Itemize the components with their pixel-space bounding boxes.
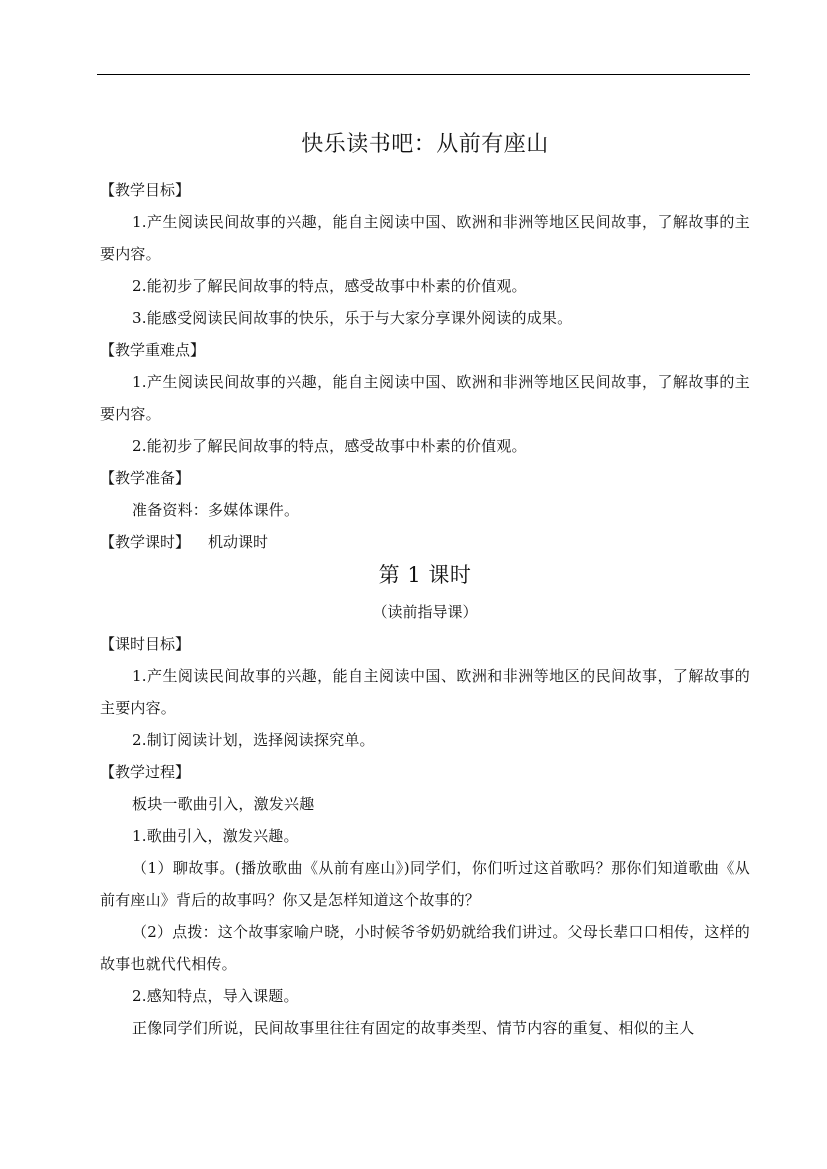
section-hours-line (100, 526, 750, 558)
process-step: 2.感知特点，导入课题。 (132, 987, 299, 1005)
section-heading-preparation: 【教学准备】 (100, 469, 191, 487)
process-paragraph: （1）聊故事。(播放歌曲《从前有座山》)同学们，你们听过这首歌吗？那你们知道歌曲《从前有座山》背后的故事吗？你又是怎样知道这个故事的？ (100, 859, 750, 909)
process-block-title: 板块一歌曲引入，激发兴趣 (132, 795, 315, 813)
goal-item: 3.能感受阅读民间故事的快乐，乐于与大家分享课外阅读的成果。 (132, 309, 573, 327)
lesson-caption: （读前指导课） (372, 603, 478, 621)
key-point-item: 1.产生阅读民间故事的兴趣，能自主阅读中国、欧洲和非洲等地区民间故事，了解故事的主要内容。 (100, 373, 750, 423)
process-step: 1.歌曲引入，激发兴趣。 (132, 827, 299, 845)
header-rule (97, 74, 750, 75)
lesson-goal-item: 1.产生阅读民间故事的兴趣，能自主阅读中国、欧洲和非洲等地区的民间故事，了解故事的主要内容。 (100, 667, 750, 717)
lesson-title: 第 1 课时 (378, 563, 472, 587)
process-paragraph: （2）点拨：这个故事家喻户晓，小时候爷爷奶奶就给我们讲过。父母长辈口口相传，这样的故事也就代代相传。 (100, 923, 750, 973)
goal-item: 1.产生阅读民间故事的兴趣，能自主阅读中国、欧洲和非洲等地区民间故事，了解故事的主要内容。 (100, 213, 750, 263)
section-heading-goals: 【教学目标】 (100, 181, 191, 199)
process-paragraph: 正像同学们所说，民间故事里往往有固定的故事类型、情节内容的重复、相似的主人 (132, 1019, 695, 1037)
goal-item: 2.能初步了解民间故事的特点，感受故事中朴素的价值观。 (132, 277, 527, 295)
hours-value: 机动课时 (208, 533, 269, 551)
section-heading-lesson-goals: 【课时目标】 (100, 635, 191, 653)
section-heading-key-points: 【教学重难点】 (100, 341, 206, 359)
section-heading-process: 【教学过程】 (100, 763, 191, 781)
document-body (100, 125, 750, 1044)
key-point-item: 2.能初步了解民间故事的特点，感受故事中朴素的价值观。 (132, 437, 527, 455)
section-heading-hours: 【教学课时】 (100, 533, 191, 551)
preparation-text: 准备资料：多媒体课件。 (132, 501, 300, 519)
document-title: 快乐读书吧：从前有座山 (301, 132, 549, 157)
lesson-goal-item: 2.制订阅读计划，选择阅读探究单。 (132, 731, 375, 749)
